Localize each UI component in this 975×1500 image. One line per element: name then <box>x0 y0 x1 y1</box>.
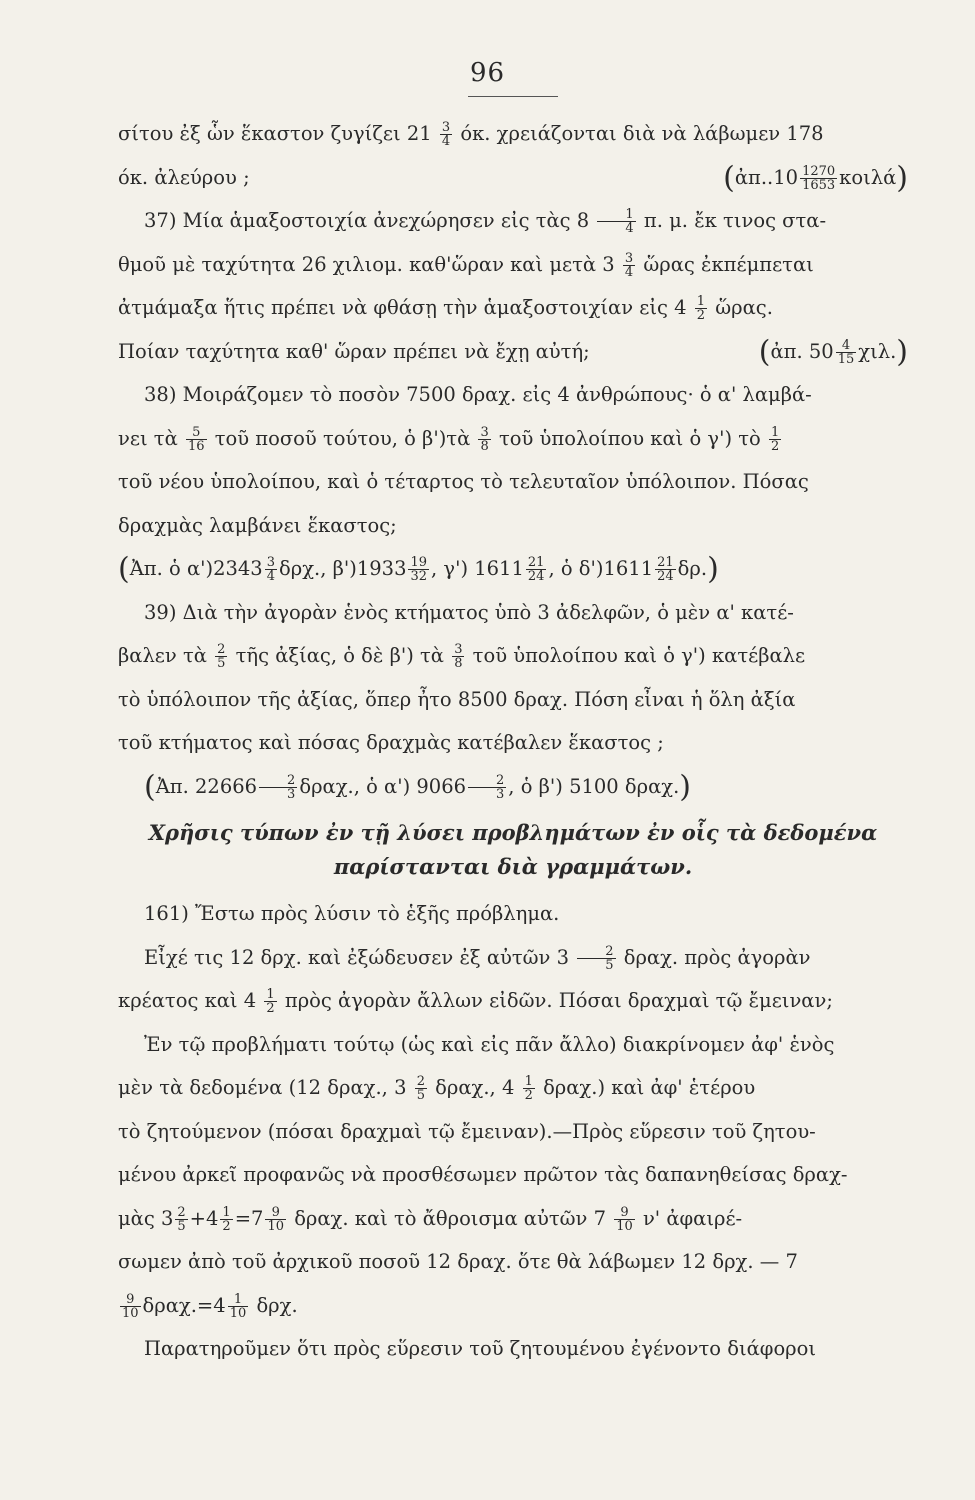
fraction: $\frac{2}{5}$ <box>416 1074 425 1103</box>
page-body <box>118 112 908 1371</box>
problem-39-line-4: τοῦ κτήματος καὶ πόσας δραχμὰς κατέβαλεν ἕκαστος ; <box>118 731 664 754</box>
fraction: $\frac{1}{2}$ <box>696 294 706 323</box>
fraction: $\frac{3}{8}$ <box>454 642 463 671</box>
fraction: $\frac{9}{10}$ <box>122 1291 139 1321</box>
problem-38-line-3: τοῦ νέου ὑπολοίπου, καὶ ὁ τέταρτος τὸ τελευταῖον ὑπόλοιπον. Πόσας <box>118 470 809 493</box>
fraction: $\frac{2}{5}$ <box>217 642 226 671</box>
problem-161-line-6: τὸ ζητούμενον (πόσαι δραχμαὶ τῷ ἔμειναν).—Πρὸς εὕρεσιν τοῦ ζητου- <box>118 1119 816 1143</box>
problem-161-line-7: μένου ἀρκεῖ προφανῶς νὰ προσθέσωμεν πρῶτον τὰς δαπανηθείσας δραχ- <box>118 1163 848 1186</box>
problem-37-line-1: 37) Μία ἁμαξοστοιχία ἀνεχώρησεν εἰς τὰς 8 $\frac{1}{4}$ π. μ. ἔκ τινος στα- <box>144 207 827 236</box>
fraction: $\frac{1}{2}$ <box>266 987 275 1016</box>
problem-39-line-2: βαλεν τὰ $\frac{2}{5}$ τῆς ἀξίας, ὁ δὲ β') τὰ $\frac{3}{8}$ τοῦ ὑπολοίπου καὶ ὁ γ') κατέβαλε <box>118 642 806 671</box>
answer: (ἀπ..10 $\frac{1270}{1653}$ κοιλά) <box>723 160 908 195</box>
problem-37-line-3: ἀτμάμαξα ἥτις πρέπει νὰ φθάσῃ τὴν ἁμαξοστοιχίαν εἰς 4 $\frac{1}{2}$ ὥρας. <box>118 294 773 323</box>
problem-161-line-8: μὰς 3 $\frac{2}{5}$ +4 $\frac{1}{2}$ =7 $\frac{9}{10}$ δραχ. καὶ τὸ ἄθροισμα αὐτῶν 7 $\frac{9}{10}$ ν' ἀφαιρέ- <box>118 1204 743 1234</box>
fraction: $\frac{1}{10}$ <box>229 1291 247 1321</box>
problem-39-answer: (Ἀπ. 22666 $\frac{2}{3}$ δραχ., ὁ α') 9066 $\frac{2}{3}$ , ὁ β') 5100 δραχ.) <box>144 769 692 804</box>
problem-161-line-5: μὲν τὰ δεδομένα (12 δραχ., 3 $\frac{2}{5}$ δραχ., 4 $\frac{1}{2}$ δραχ.) καὶ ἀφ' ἑτέρου <box>118 1074 756 1103</box>
problem-37-line-2: θμοῦ μὲ ταχύτητα 26 χιλιομ. καθ'ὥραν καὶ μετὰ 3 $\frac{3}{4}$ ὥρας ἐκπέμπεται <box>118 250 814 280</box>
problem-38-line-2: νει τὰ $\frac{5}{16}$ τοῦ ποσοῦ τούτου, ὁ β')τὰ $\frac{3}{8}$ τοῦ ὑπολοίπου καὶ ὁ γ') τὸ $\frac{1}{2}$ <box>118 424 780 454</box>
problem-39-line-3: τὸ ὑπόλοιπον τῆς ἀξίας, ὅπερ ἦτο 8500 δραχ. Πόση εἶναι ἡ ὅλη ἀξία <box>118 687 796 711</box>
fraction: $\frac{1}{2}$ <box>222 1204 231 1234</box>
problem-161-line-2: Εἶχέ τις 12 δρχ. καὶ ἐξώδευσεν ἐξ αὐτῶν 3 $\frac{2}{5}$ δραχ. πρὸς ἀγορὰν <box>144 943 811 973</box>
problem-38-line-4: δραχμὰς λαμβάνει ἕκαστος; <box>118 513 397 537</box>
prev-problem-line-2: όκ. ἀλεύρου ; (ἀπ..10 $\frac{1270}{1653}$ κοιλά) <box>118 156 908 200</box>
fraction: $\frac{3}{4}$ <box>441 120 451 149</box>
section-heading: Χρῆσις τύπων ἐν τῇ λύσει προβλημάτων ἐν οἷς τὰ δεδομένα παρίστανται διὰ γραμμάτων. <box>148 820 878 879</box>
fraction: $\frac{3}{4}$ <box>624 250 634 280</box>
problem-161-line-11: Παρατηροῦμεν ὅτι πρὸς εὕρεσιν τοῦ ζητουμένου ἐγένοντο διάφοροι <box>144 1337 817 1360</box>
fraction: $\frac{1}{4}$ <box>597 208 635 235</box>
page-number: 96 <box>469 58 506 88</box>
answer: (ἀπ. 50 $\frac{4}{15}$ χιλ.) <box>758 334 908 369</box>
problem-161-line-3: κρέατος καὶ 4 $\frac{1}{2}$ πρὸς ἀγορὰν ἄλλων εἰδῶν. Πόσαι δραχμαὶ τῷ ἔμειναν; <box>118 987 833 1016</box>
prev-problem-line-1: σίτου ἐξ ὧν ἕκαστον ζυγίζει 21 $\frac{3}{4}$ όκ. χρειάζονται διὰ νὰ λάβωμεν 178 <box>118 120 824 149</box>
problem-37-line-4: Ποίαν ταχύτητα καθ' ὥραν πρέπει νὰ ἔχῃ αὐτή; (ἀπ. 50 $\frac{4}{15}$ χιλ.) <box>118 330 908 374</box>
fraction: $\frac{2}{5}$ <box>177 1204 186 1234</box>
problem-38-line-1: 38) Μοιράζομεν τὸ ποσὸν 7500 δραχ. εἰς 4 ἀνθρώπους· ὁ α' λαμβά- <box>144 383 812 406</box>
problem-161-line-1: 161) Ἔστω πρὸς λύσιν τὸ ἑξῆς πρόβλημα. <box>144 902 560 925</box>
fraction: $\frac{9}{10}$ <box>616 1204 633 1234</box>
problem-161-line-10: $\frac{9}{10}$ δραχ.=4 $\frac{1}{10}$ δρχ. <box>122 1291 298 1321</box>
fraction: $\frac{2}{5}$ <box>577 945 615 972</box>
problem-39-line-1: 39) Διὰ τὴν ἀγορὰν ἑνὸς κτήματος ὑπὸ 3 ἀδελφῶν, ὁ μὲν α' κατέ- <box>144 600 794 624</box>
problem-161-line-4: Ἐν τῷ προβλήματι τούτῳ (ὡς καὶ εἰς πᾶν ἄλλο) διακρίνομεν ἀφ' ἑνὸς <box>144 1032 835 1056</box>
fraction: $\frac{3}{8}$ <box>480 424 489 454</box>
problem-161-line-9: σωμεν ἀπὸ τοῦ ἀρχικοῦ ποσοῦ 12 δραχ. ὅτε θὰ λάβωμεν 12 δρχ. — 7 <box>118 1250 798 1273</box>
fraction: $\frac{1}{2}$ <box>771 424 780 454</box>
fraction: $\frac{5}{16}$ <box>187 424 205 454</box>
fraction: $\frac{1}{2}$ <box>524 1074 533 1103</box>
fraction: $\frac{9}{10}$ <box>267 1204 284 1234</box>
problem-38-answer: (Ἀπ. ὁ α')2343 $\frac{3}{4}$ δρχ., β')1933 $\frac{19}{32}$ , γ') 1611 $\frac{21}{24}$ , ὁ δ')1611 $\frac{21}{24}$ δρ.) <box>118 551 719 587</box>
header-rule <box>468 96 558 97</box>
